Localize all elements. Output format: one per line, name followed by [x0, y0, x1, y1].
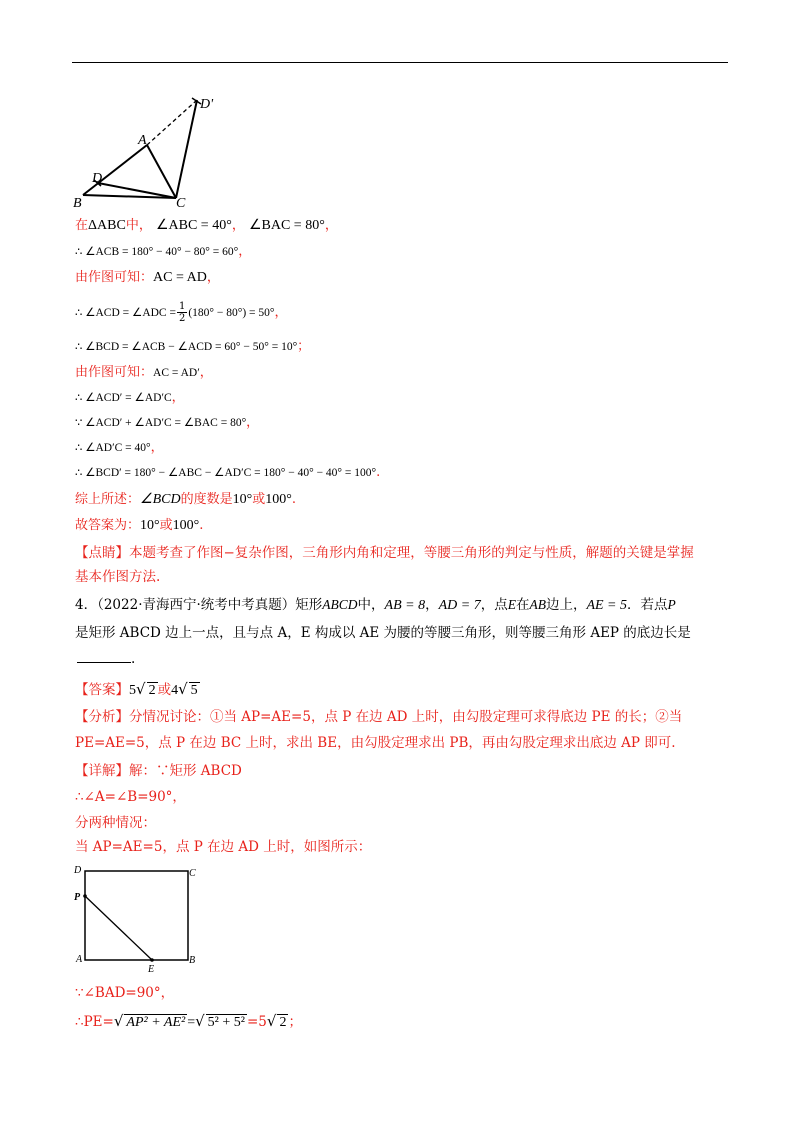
detail-line-1: 【详解】解：∵矩形 ABCD: [75, 763, 242, 779]
solution-line-11: 综上所述：∠BCD的度数是10°或100°.: [75, 492, 296, 507]
answer-line: 【答案】5√ 2 或4√ 5: [75, 680, 198, 698]
detail-line-4: 当 AP=AE=5，点 P 在边 AD 上时，如图所示：: [75, 839, 372, 855]
label-e: E: [148, 964, 155, 974]
question-4-line-3: .: [75, 648, 135, 670]
solution-line-6: 由作图可知：AC = AD′，: [75, 365, 213, 380]
label-d-prime: D': [200, 97, 214, 112]
solution-line-5: ∴ ∠BCD = ∠ACB − ∠ACD = 60° − 50° = 10°；: [75, 339, 311, 354]
solution-line-2: ∴ ∠ACB = 180° − 40° − 80° = 60°，: [75, 244, 252, 259]
triangle-diagram: [70, 92, 230, 210]
analysis-line-1: 【分析】分情况讨论：①当 AP=AE=5，点 P 在边 AD 上时，由勾股定理可求得底边 PE 的长；②当: [75, 709, 683, 725]
rectangle-figure: [70, 862, 210, 974]
header-rule: [72, 62, 728, 63]
answer-blank: [77, 662, 131, 663]
comment-line-1: 【点睛】本题考查了作图−复杂作图，三角形内角和定理，等腰三角形的判定与性质，解题的关键是掌握: [75, 545, 694, 561]
analysis-line-2: PE=AE=5，点 P 在边 BC 上时，求出 BE，由勾股定理求出 PB，再由勾股定理求出底边 AP 即可.: [75, 735, 676, 751]
solution-line-7: ∴ ∠ACD′ = ∠AD′C，: [75, 390, 185, 405]
label-d: D: [74, 865, 82, 876]
question-4-line-2: 是矩形 ABCD 边上一点，且与点 A，E 构成以 AE 为腰的等腰三角形，则等腰三角形 AEP 的底边长是: [75, 625, 691, 641]
label-d: D: [92, 171, 103, 186]
triangle-figure: [70, 92, 230, 210]
label-b: B: [189, 955, 196, 966]
solution-line-9: ∴ ∠AD′C = 40°，: [75, 440, 164, 455]
label-p: P: [74, 892, 81, 903]
label-b: B: [73, 196, 82, 210]
fraction-half: $\frac{1}{2}$: [178, 301, 186, 324]
solution-line-10: ∴ ∠BCD′ = 180° − ∠ABC − ∠AD′C = 180° − 40° − 40° = 100°.: [75, 465, 381, 480]
detail-line-2: ∴∠A=∠B=90°，: [75, 789, 186, 805]
detail-line-3: 分两种情况：: [75, 815, 156, 831]
solution-line-4: ∴ ∠ACD = ∠ADC = $\frac{1}{2}$ (180° − 80°) = 50°，: [75, 301, 288, 324]
label-c: C: [176, 196, 186, 210]
label-c: C: [189, 868, 196, 879]
solution-line-1: 在ΔABC中， ∠ABC = 40°， ∠BAC = 80°，: [75, 218, 338, 233]
comment-line-2: 基本作图方法.: [75, 569, 161, 585]
rectangle-diagram: [70, 862, 210, 974]
solution-line-3: 由作图可知：AC = AD，: [75, 270, 220, 285]
solution-line-12: 故答案为：10°或100°.: [75, 518, 204, 533]
solution-line-8: ∵ ∠ACD′ + ∠AD′C = ∠BAC = 80°，: [75, 415, 260, 430]
label-a: A: [76, 954, 83, 965]
question-4-line-1: 4．（2022·青海西宁·统考中考真题）矩形ABCD中，AB = 8，AD = 7，点E在AB边上，AE = 5．若点P: [75, 597, 676, 613]
label-a: A: [138, 133, 147, 148]
after-line-2: ∴PE=√ AP² + AE² =√ 5² + 5² =5√ 2 ；: [75, 1012, 302, 1030]
after-line-1: ∵∠BAD=90°，: [75, 985, 175, 1001]
